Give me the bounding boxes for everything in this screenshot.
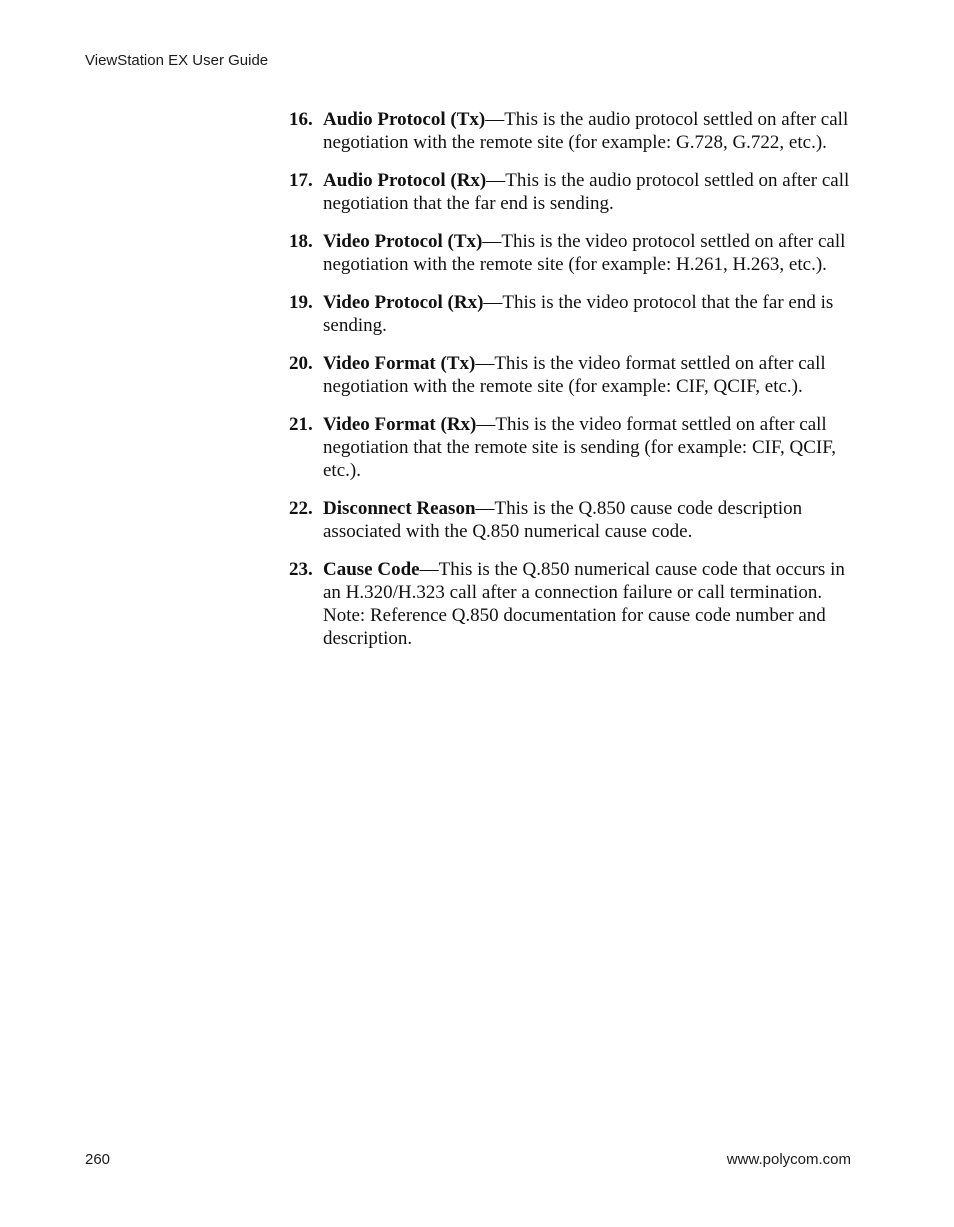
item-number: 18. bbox=[289, 231, 313, 252]
item-number: 16. bbox=[289, 109, 313, 130]
item-description: —This is the video format settled on after call negotiation that the remote site is sending (for example: CIF, QCIF, etc.). bbox=[323, 414, 837, 481]
list-item bbox=[289, 169, 859, 215]
list-item bbox=[289, 413, 859, 482]
numbered-list bbox=[289, 108, 859, 665]
list-item bbox=[289, 108, 859, 154]
item-number: 20. bbox=[289, 353, 313, 374]
item-term: Video Protocol (Rx) bbox=[323, 292, 484, 313]
list-item bbox=[289, 352, 859, 398]
item-term: Video Protocol (Tx) bbox=[323, 231, 483, 252]
item-description: —This is the Q.850 numerical cause code that occurs in an H.320/H.323 call after a connection failure or call termination. Note: Reference Q.850 documentation for cause code number and description. bbox=[323, 559, 845, 649]
item-number: 19. bbox=[289, 292, 313, 313]
item-number: 17. bbox=[289, 170, 313, 191]
item-term: Video Format (Rx) bbox=[323, 414, 477, 435]
list-item bbox=[289, 230, 859, 276]
item-description: —This is the video protocol that the far end is sending. bbox=[323, 292, 834, 336]
item-number: 21. bbox=[289, 414, 313, 435]
item-number: 22. bbox=[289, 498, 313, 519]
item-description: —This is the audio protocol settled on after call negotiation with the remote site (for example: G.728, G.722, etc.). bbox=[323, 109, 849, 153]
list-item bbox=[289, 497, 859, 543]
footer-url: www.polycom.com bbox=[726, 1151, 851, 1168]
item-term: Video Format (Tx) bbox=[323, 353, 476, 374]
running-header: ViewStation EX User Guide bbox=[85, 52, 269, 69]
item-description: —This is the video format settled on after call negotiation with the remote site (for example: CIF, QCIF, etc.). bbox=[323, 353, 826, 397]
list-item bbox=[289, 558, 859, 650]
item-number: 23. bbox=[289, 559, 313, 580]
page-number: 260 bbox=[85, 1151, 111, 1168]
item-term: Audio Protocol (Tx) bbox=[323, 109, 486, 130]
item-description: —This is the Q.850 cause code description associated with the Q.850 numerical cause code. bbox=[323, 498, 803, 542]
list-item bbox=[289, 291, 859, 337]
item-term: Audio Protocol (Rx) bbox=[323, 170, 487, 191]
item-description: —This is the audio protocol settled on after call negotiation that the far end is sending. bbox=[323, 170, 850, 214]
item-term: Disconnect Reason bbox=[323, 498, 476, 519]
item-term: Cause Code bbox=[323, 559, 420, 580]
item-description: —This is the video protocol settled on after call negotiation with the remote site (for example: H.261, H.263, etc.). bbox=[323, 231, 846, 275]
